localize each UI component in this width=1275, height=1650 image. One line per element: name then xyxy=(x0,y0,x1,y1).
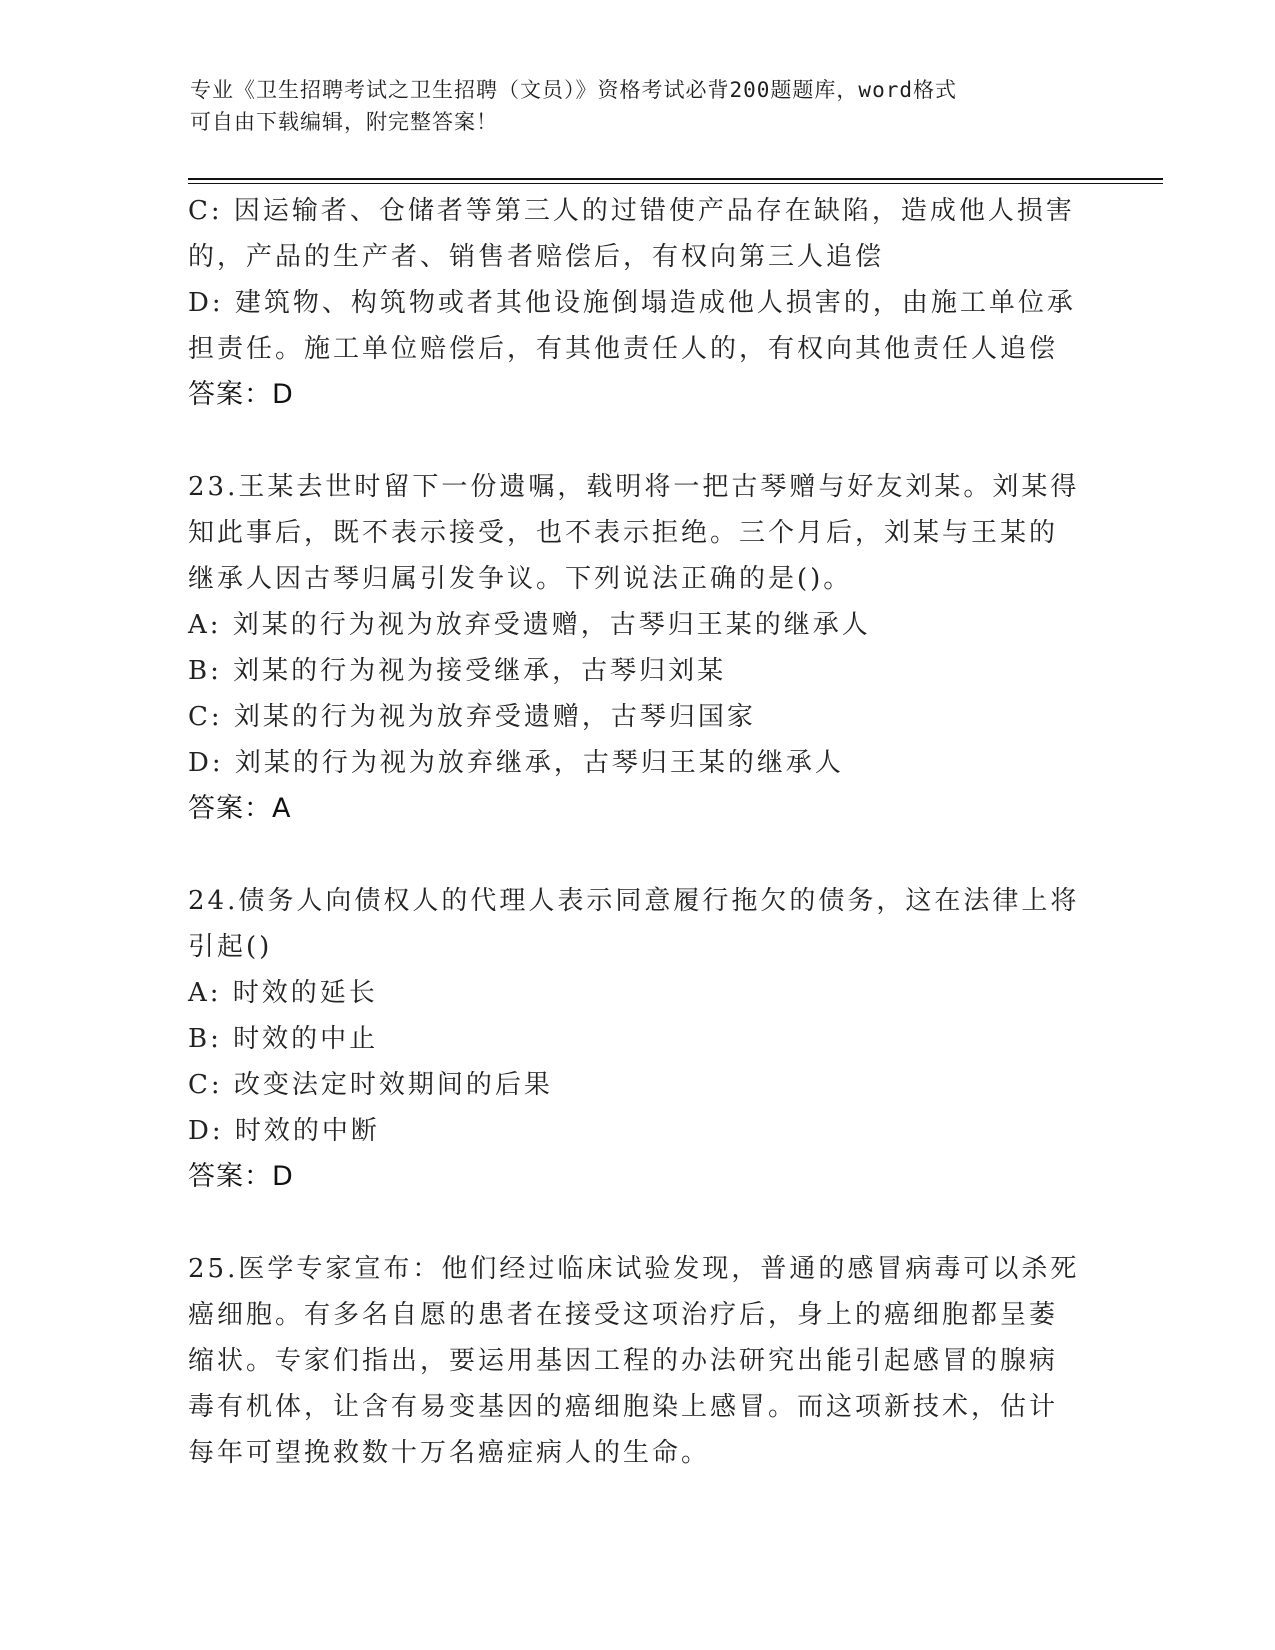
option-a: A: 时效的延长 xyxy=(188,978,378,1008)
question-stem-line-2: 引起() xyxy=(188,932,273,962)
option-a: A: 刘某的行为视为放弃受遗赠，古琴归王某的继承人 xyxy=(188,610,871,640)
option-d-line-1: D: 建筑物、构筑物或者其他设施倒塌造成他人损害的，由施工单位承 xyxy=(188,288,1076,318)
option-c-line-2: 的，产品的生产者、销售者赔偿后，有权向第三人追偿 xyxy=(188,242,885,272)
spacer xyxy=(188,832,1088,878)
question-stem-line-2: 癌细胞。有多名自愿的患者在接受这项治疗后，身上的癌细胞都呈萎 xyxy=(188,1300,1059,1330)
option-c-line-1: C: 因运输者、仓储者等第三人的过错使产品存在缺陷，造成他人损害 xyxy=(188,196,1075,226)
question-content xyxy=(188,188,1088,1476)
question-25 xyxy=(188,1246,1088,1476)
header-divider-thin xyxy=(188,183,1163,184)
answer-label: 答案：D xyxy=(188,1161,294,1192)
question-24 xyxy=(188,878,1088,1200)
question-23 xyxy=(188,464,1088,832)
answer-label: 答案：A xyxy=(188,793,292,824)
question-stem-line-2: 知此事后，既不表示接受，也不表示拒绝。三个月后，刘某与王某的 xyxy=(188,518,1059,548)
header-line-1: 专业《卫生招聘考试之卫生招聘（文员）》资格考试必背200题题库，word格式 xyxy=(190,78,957,102)
question-stem-line-1: 25.医学专家宣布：他们经过临床试验发现，普通的感冒病毒可以杀死 xyxy=(188,1254,1080,1284)
option-b: B: 时效的中止 xyxy=(188,1024,379,1054)
question-stem-line-3: 继承人因古琴归属引发争议。下列说法正确的是()。 xyxy=(188,564,853,594)
option-c: C: 改变法定时效期间的后果 xyxy=(188,1070,553,1100)
question-stem-line-1: 23.王某去世时留下一份遗嘱，载明将一把古琴赠与好友刘某。刘某得 xyxy=(188,472,1080,502)
header-divider-thick xyxy=(188,178,1163,180)
option-c: C: 刘某的行为视为放弃受遗赠，古琴归国家 xyxy=(188,702,756,732)
question-stem-line-4: 毒有机体，让含有易变基因的癌细胞染上感冒。而这项新技术，估计 xyxy=(188,1392,1059,1422)
spacer xyxy=(188,418,1088,464)
question-stem-line-1: 24.债务人向债权人的代理人表示同意履行拖欠的债务，这在法律上将 xyxy=(188,886,1080,916)
question-stem-line-3: 缩状。专家们指出，要运用基因工程的办法研究出能引起感冒的腺病 xyxy=(188,1346,1059,1376)
header-line-2: 可自由下载编辑，附完整答案！ xyxy=(190,110,498,134)
answer-label: 答案：D xyxy=(188,379,294,410)
option-d-line-2: 担责任。施工单位赔偿后，有其他责任人的，有权向其他责任人追偿 xyxy=(188,334,1059,364)
question-stem-line-5: 每年可望挽救数十万名癌症病人的生命。 xyxy=(188,1438,711,1468)
page-header xyxy=(190,74,1090,138)
option-d: D: 时效的中断 xyxy=(188,1116,380,1146)
option-d: D: 刘某的行为视为放弃继承，古琴归王某的继承人 xyxy=(188,748,844,778)
question-22-tail xyxy=(188,188,1088,418)
spacer xyxy=(188,1200,1088,1246)
option-b: B: 刘某的行为视为接受继承，古琴归刘某 xyxy=(188,656,727,686)
